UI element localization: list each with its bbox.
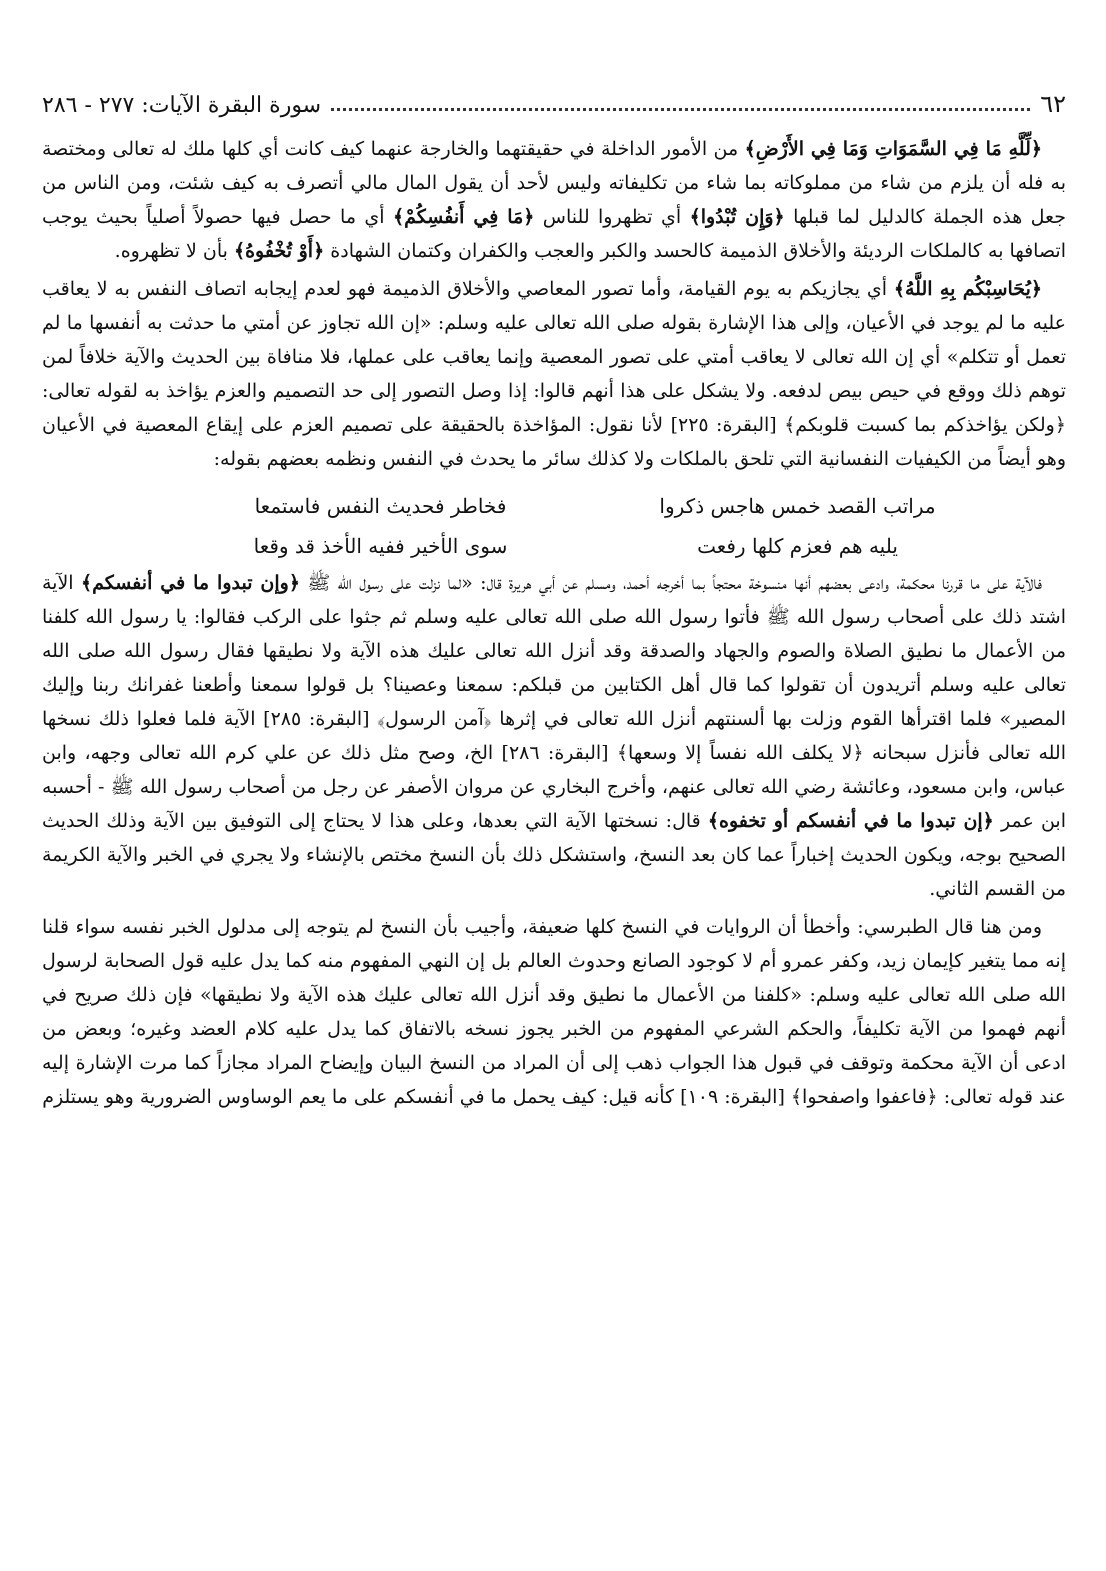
verse-2-second-hemistich: سوى الأخير ففيه الأخذ قد وقعا bbox=[253, 534, 508, 558]
commentary-text: أي يجازيكم به يوم القيامة، وأما تصور المعاصي والأخلاق الذميمة فهو لعدم إيجابه اتصاف النفس به لا يعاقب عليه ما لم يوجد في الأعيان، وإلى هذا الإشارة بقوله صلى الله تعالى عليه وسلم: «إن الله تجاوز عن أمتي ما حدثت به أنفسها ما لم تعمل أو تتكلم» أي إن الله تعالى لا يعاقب أمتي على تصور المعصية وإنما يعاقب على عملها، فلا منافاة بين الحديث والآية خلافاً لمن توهم ذلك ووقع في حيص بيص لدفعه. ولا يشكل على هذا أنهم قالوا: إذا وصل التصور إلى حد التصميم والعزم يؤاخذ به لقوله تعالى: ﴿ولكن يؤاخذكم بما كسبت قلوبكم﴾ [البقرة: ٢٢٥] لأنا نقول: المؤاخذة بالحقيقة على تصميم العزم على إيقاع المعصية في الأعيان وهو أيضاً من الكيفيات النفسانية التي تلحق بالملكات ولا كذلك سائر ما يحدث في النفس ونظمه بعضهم بقوله: bbox=[42, 278, 1066, 470]
page-header bbox=[42, 84, 1066, 118]
commentary-text: من الأمور الداخلة في حقيقتهما والخارجة عنهما كيف كانت أي كلها ملك له تعالى ومختصة به فله أن يلزم من شاء من مملوكاته بما شاء من تكليفاته وليس لأحد أن يقول المال مالي أتصرف به كيف شئت، ومن الناس من جعل هذه الجملة كالدليل لما قبلها bbox=[42, 138, 1066, 228]
commentary-text: قال: نسختها الآية التي بعدها، وعلى هذا لا يحتاج إلى التوفيق بين الآية وذلك الحديث الصحيح بوجه، ويكون الحديث إخباراً عما كان بعد النسخ، واستشكل ذلك بأن النسخ مختص بالإنشاء ولا يجري في الخبر والآية الكريمة من القسم الثاني. bbox=[42, 810, 1066, 900]
commentary-text: الآية اشتد ذلك على أصحاب رسول الله ﷺ فأتوا رسول الله صلى الله تعالى عليه وسلم ثم جثوا على الركب فقالوا: يا رسول الله كلفنا من الأعمال ما نطيق الصلاة والصوم والجهاد والصدقة وقد أنزل الله تعالى عليك هذه الآية ولا نطيقها فقال رسول الله صلى الله تعالى عليه وسلم أتريدون أن تقولوا كما قال أهل الكتابين من قبلكم: سمعنا وعصينا؟ بل قولوا سمعنا وأطعنا غفرانك ربنا وإليك المصير» فلما اقترأها القوم وزلت بها ألسنتهم أنزل الله تعالى في إثرها ﴿آمن الرسول﴾ [البقرة: ٢٨٥] الآية فلما فعلوا ذلك نسخها الله تعالى فأنزل سبحانه ﴿لا يكلف الله نفساً إلا وسعها﴾ [البقرة: ٢٨٦] الخ، وصح مثل ذلك عن علي كرم الله تعالى وجهه، وابن عباس، وابن مسعود، وعائشة رضي الله تعالى عنهم، وأخرج البخاري عن مروان الأصفر عن رجل من أصحاب رسول الله ﷺ - أحسبه ابن عمر bbox=[42, 572, 1066, 832]
verse-2-first-hemistich: يليه هم فعزم كلها رفعت bbox=[697, 534, 898, 558]
quran-quote: ﴿وإن تبدوا ما في أنفسكم﴾ bbox=[80, 572, 300, 594]
commentary-text: أي ما حصل فيها حصولاً أصلياً بحيث يوجب اتصافها به كالملكات الرديئة والأخلاق الذميمة كالحسد والكبر والعجب والكفران وكتمان الشهادة bbox=[42, 206, 1066, 262]
paragraph-2 bbox=[42, 272, 1066, 476]
header-dotted-rule bbox=[331, 108, 1030, 111]
commentary-text: ومن هنا قال الطبرسي: وأخطأ أن الروايات في النسخ كلها ضعيفة، وأجيب بأن النسخ لم يتوجه إلى مدلول الخبر نفسه سواء قلنا إنه مما يتغير كإيمان زيد، وكفر عمرو أم لا كوجود الصانع وحدوث العالم بل إن النهي المفهوم منه كما يدل عليه قول الصحابة لرسول الله صلى الله تعالى عليه وسلم: «كلفنا من الأعمال ما نطيق وقد أنزل الله تعالى عليك هذه الآية ولا نطيقها» فإن ذلك صريح في أنهم فهموا من الآية تكليفاً، والحكم الشرعي المفهوم من الخبر يجوز نسخه بالاتفاق كما يدل عليه كلام العضد وغيره؛ وبعض من ادعى أن الآية محكمة وتوقف في قبول هذا الجواب ذهب إلى أن المراد من النسخ البيان وإيضاح المراد مجازاً كما مرت الإشارة إليه عند قوله تعالى: ﴿فاعفوا واصفحوا﴾ [البقرة: ١٠٩] كأنه قيل: كيف يحمل ما في أنفسكم على ما يعم الوساوس الضرورية وهو يستلزم bbox=[42, 916, 1066, 1108]
commentary-text: فالآية على ما قررنا محكمة، وادعى بعضهم أنها منسوخة محتجاً بما أخرجه أحمد، ومسلم عن أبي هريرة قال: «لما نزلت على رسول الله ﷺ bbox=[299, 572, 1042, 594]
verse-1-second-hemistich: فخاطر فحديث النفس فاستمعا bbox=[254, 494, 507, 518]
quran-quote: ﴿أَوْ تُخْفُوهُ﴾ bbox=[233, 240, 325, 262]
poem-verses bbox=[42, 480, 1066, 566]
running-title: سورة البقرة الآيات: ٢٧٧ - ٢٨٦ bbox=[42, 93, 322, 118]
commentary-text: أي تظهروا للناس bbox=[534, 206, 690, 228]
page-number: ٦٢ bbox=[1040, 90, 1066, 118]
paragraph-1 bbox=[42, 132, 1066, 268]
paragraph-4 bbox=[42, 910, 1066, 1114]
quran-quote: ﴿إن تبدوا ما في أنفسكم أو تخفوه﴾ bbox=[707, 810, 994, 832]
quran-quote: ﴿وَإِن تُبْدُوا﴾ bbox=[689, 206, 785, 228]
commentary-text: بأن لا تظهروه. bbox=[114, 240, 234, 262]
quran-quote: ﴿لِّلَّهِ مَا فِي السَّمَوَاتِ وَمَا فِي الأَرْضِ﴾ bbox=[744, 138, 1042, 160]
paragraph-3 bbox=[42, 566, 1066, 906]
quran-quote: ﴿يُحَاسِبْكُم بِهِ اللَّهُ﴾ bbox=[893, 278, 1042, 300]
quran-quote: ﴿مَا فِي أَنفُسِكُمْ﴾ bbox=[392, 206, 535, 228]
verse-1-first-hemistich: مراتب القصد خمس هاجس ذكروا bbox=[659, 494, 936, 518]
